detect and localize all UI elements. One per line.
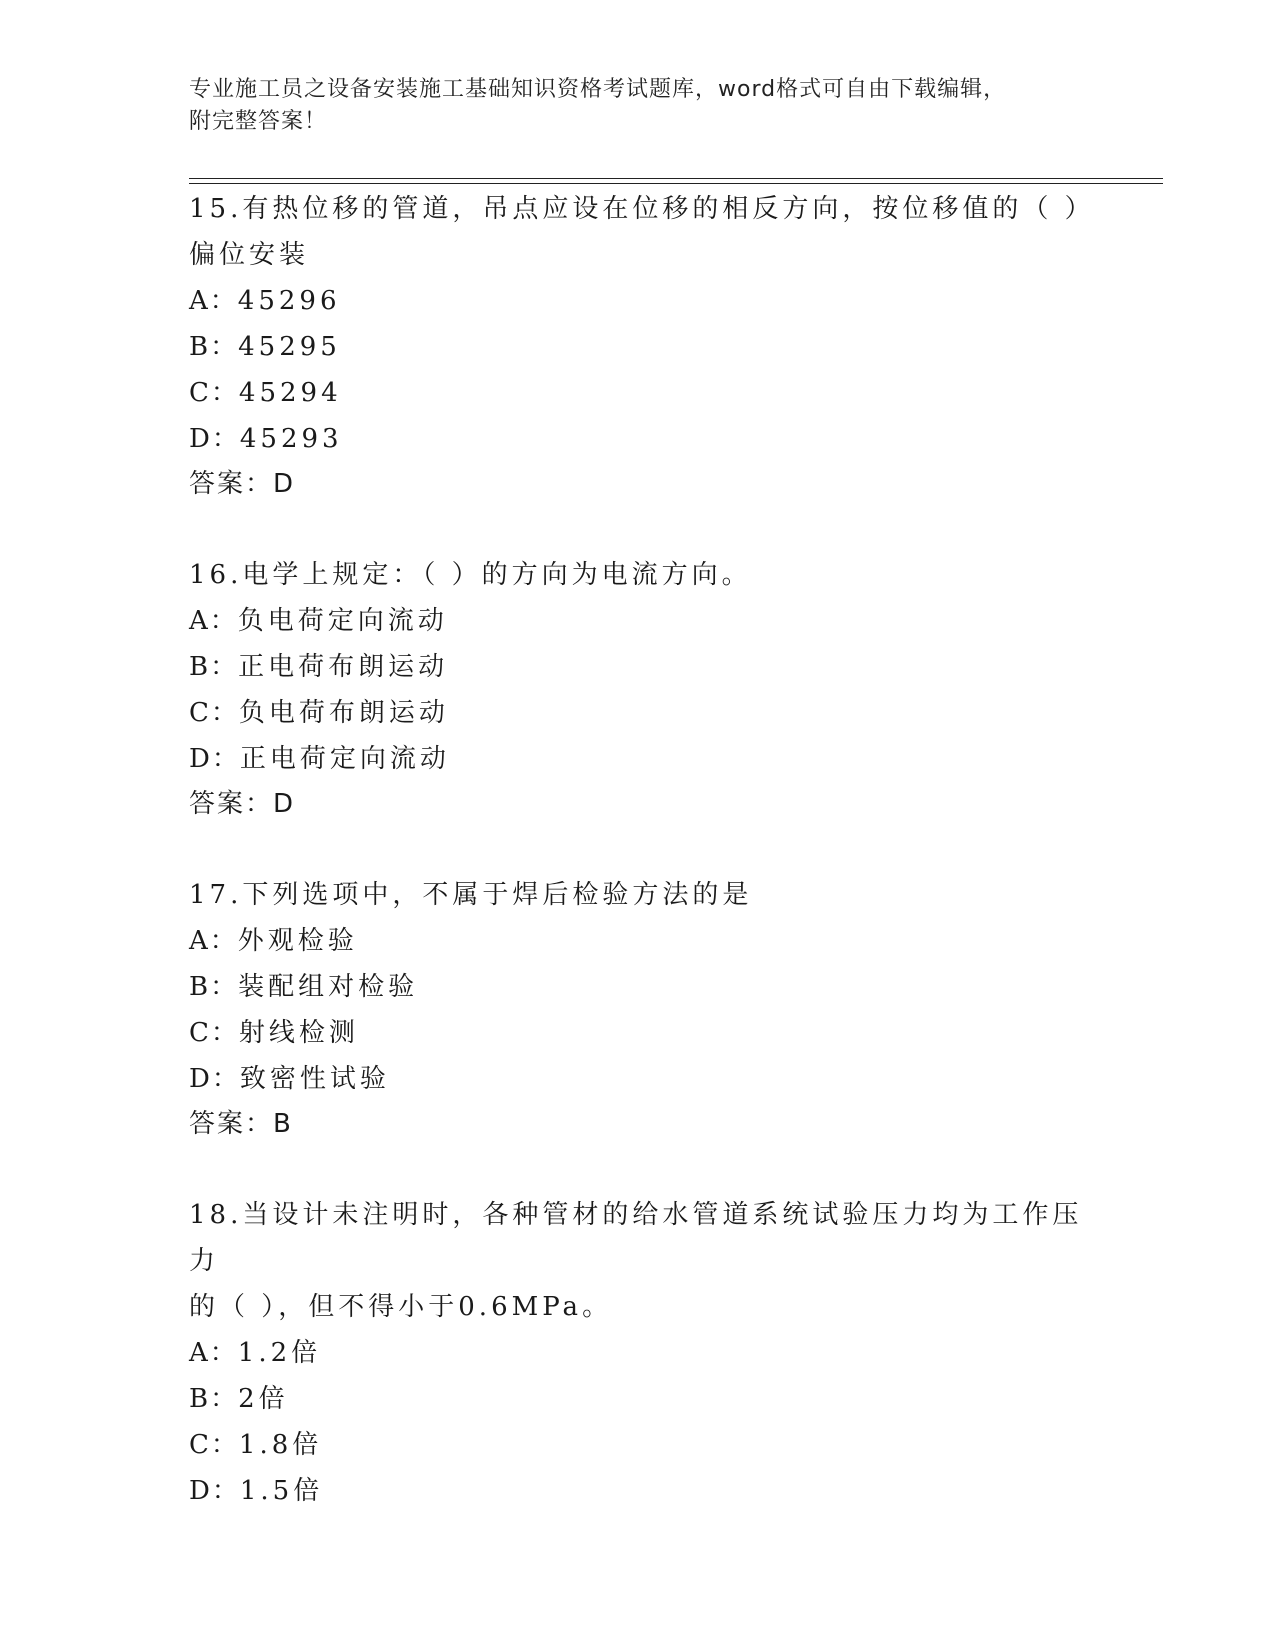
option-text: 45293 — [239, 424, 343, 454]
question-stem-line: 15.有热位移的管道，吊点应设在位移的相反方向，按位移值的（ ） — [189, 194, 1095, 224]
question-stem-line: 17.下列选项中，不属于焊后检验方法的是 — [189, 880, 753, 910]
option-label: A： — [189, 286, 238, 316]
answer-line: 答案：B — [189, 1109, 293, 1139]
option-label: D： — [189, 424, 240, 454]
option-text: 正电荷定向流动 — [239, 744, 450, 774]
document-header-note — [189, 74, 1069, 138]
option-label: C： — [189, 1018, 239, 1048]
option-text: 外观检验 — [237, 926, 358, 956]
option-label: D： — [189, 744, 240, 774]
option-text: 致密性试验 — [239, 1064, 390, 1094]
option-b — [189, 1376, 1089, 1422]
question-stem-line: 偏位安装 — [189, 240, 310, 270]
option-label: A： — [189, 926, 238, 956]
option-text: 1.2倍 — [237, 1338, 322, 1368]
header-line-1: 专业施工员之设备安装施工基础知识资格考试题库，word格式可自由下载编辑， — [189, 77, 1007, 102]
option-text: 2倍 — [238, 1384, 289, 1414]
option-text: 装配组对检验 — [238, 972, 419, 1002]
option-label: D： — [189, 1064, 240, 1094]
question-16 — [189, 552, 1089, 826]
header-line-2: 附完整答案！ — [189, 109, 328, 134]
option-d — [189, 1468, 1089, 1514]
option-text: 射线检测 — [238, 1018, 359, 1048]
option-c — [189, 370, 1089, 416]
header-divider-top — [189, 178, 1163, 179]
option-b — [189, 324, 1089, 370]
option-label: D： — [189, 1476, 240, 1506]
option-text: 1.8倍 — [238, 1430, 323, 1460]
question-stem-line: 16.电学上规定：（ ）的方向为电流方向。 — [189, 560, 752, 590]
option-a — [189, 278, 1089, 324]
option-text: 45296 — [237, 286, 341, 316]
answer-line: 答案：D — [189, 469, 296, 499]
option-label: C： — [189, 698, 239, 728]
option-a — [189, 598, 1089, 644]
answer-line: 答案：D — [189, 789, 296, 819]
option-a — [189, 918, 1089, 964]
option-d — [189, 416, 1089, 462]
option-text: 负电荷布朗运动 — [238, 698, 449, 728]
question-list — [189, 186, 1095, 1560]
option-text: 1.5倍 — [239, 1476, 324, 1506]
option-label: A： — [189, 1338, 238, 1368]
option-c — [189, 690, 1089, 736]
option-label: B： — [189, 652, 239, 682]
option-c — [189, 1010, 1089, 1056]
option-text: 负电荷定向流动 — [237, 606, 448, 636]
option-label: C： — [189, 1430, 239, 1460]
option-label: B： — [189, 972, 239, 1002]
question-stem-line: 的（ ），但不得小于0.6MPa。 — [189, 1292, 613, 1322]
question-17 — [189, 872, 1089, 1146]
option-d — [189, 1056, 1089, 1102]
option-label: B： — [189, 332, 239, 362]
question-18 — [189, 1192, 1089, 1514]
question-15 — [189, 186, 1095, 506]
header-divider-bottom — [189, 183, 1163, 184]
option-label: B： — [189, 1384, 239, 1414]
option-text: 45295 — [238, 332, 341, 362]
option-a — [189, 1330, 1089, 1376]
option-b — [189, 644, 1089, 690]
question-stem-line: 18.当设计未注明时，各种管材的给水管道系统试验压力均为工作压力 — [189, 1200, 1083, 1276]
option-b — [189, 964, 1089, 1010]
option-label: A： — [189, 606, 238, 636]
option-text: 正电荷布朗运动 — [238, 652, 449, 682]
option-label: C： — [189, 378, 239, 408]
option-d — [189, 736, 1089, 782]
option-text: 45294 — [238, 378, 342, 408]
option-c — [189, 1422, 1089, 1468]
